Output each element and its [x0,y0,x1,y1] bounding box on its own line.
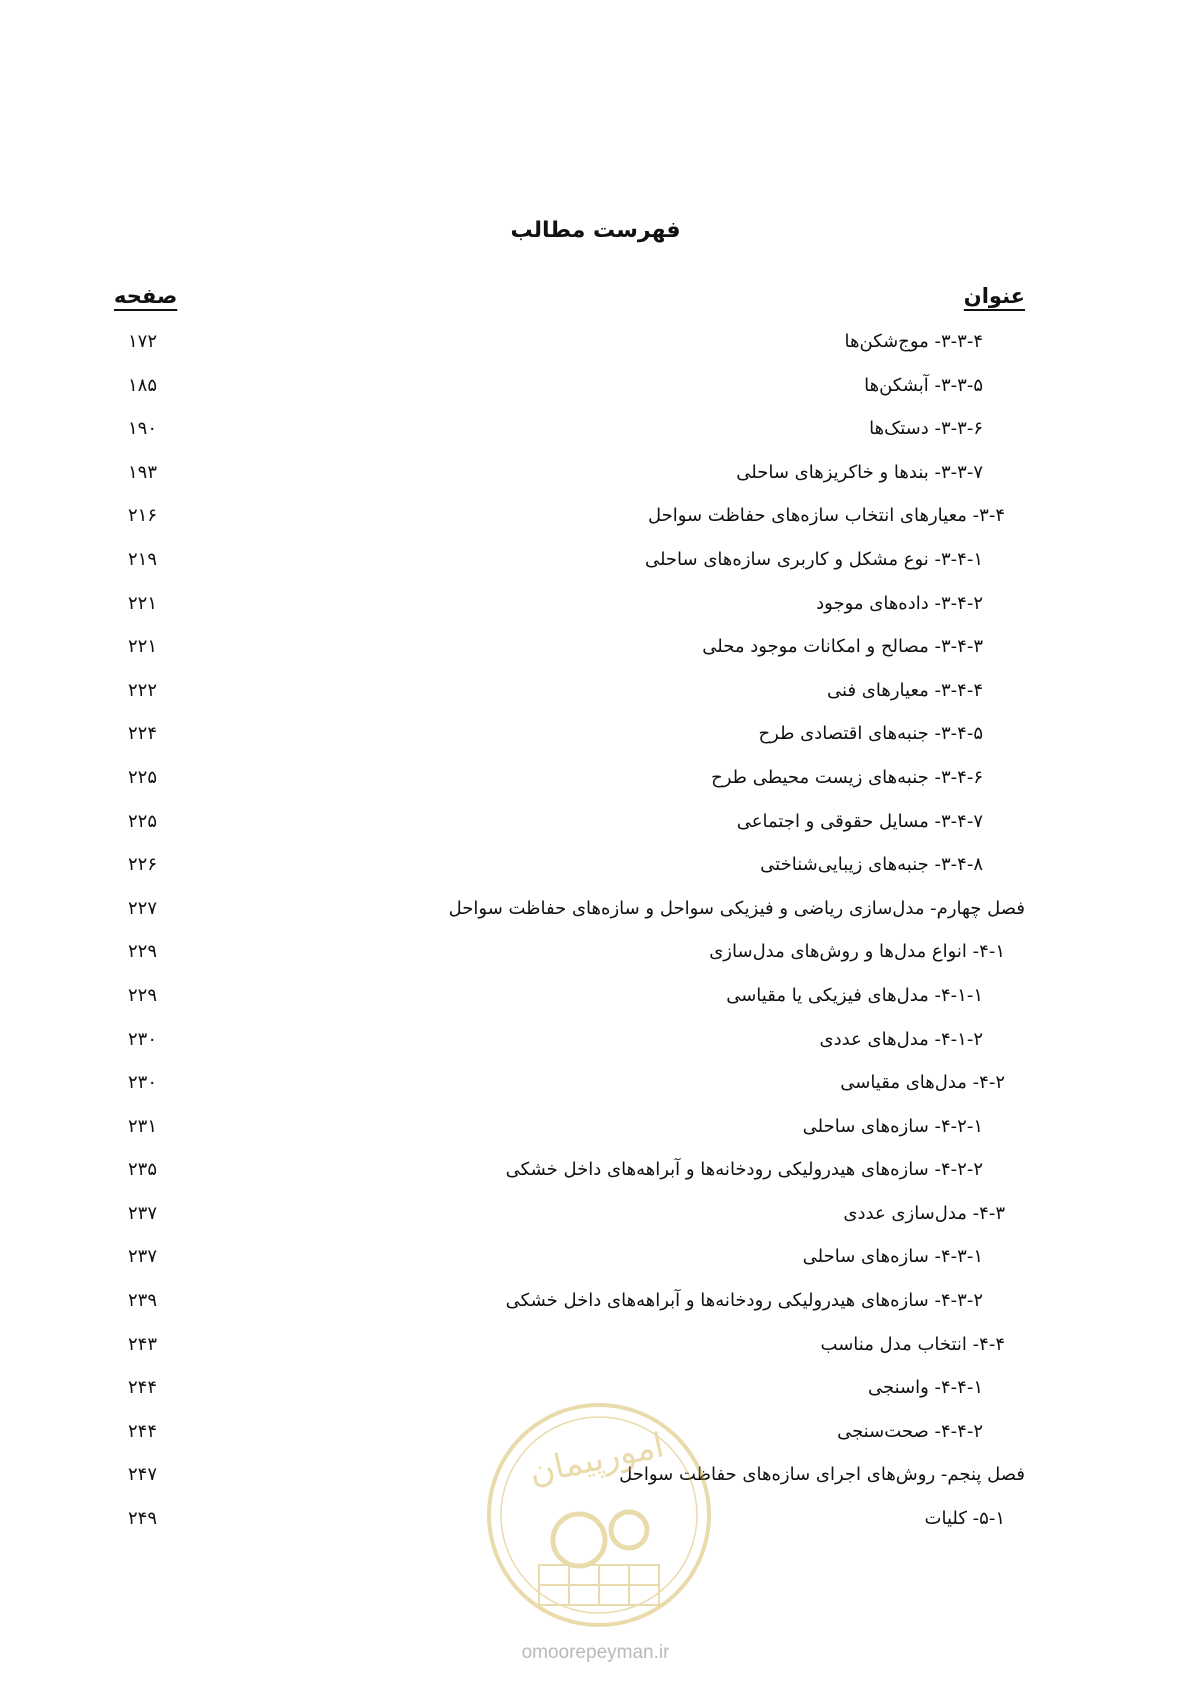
watermark-logo-text: امورپیمان [525,1425,668,1493]
toc-entry-title: ۳-۳-۷- بندها و خاکریزهای ساحلی [736,461,983,483]
toc-entry-title: ۳-۳-۴- موج‌شکن‌ها [844,331,983,352]
toc-entry-page: ۱۹۳ [128,461,158,483]
toc-entry-title: ۳-۴-۴- معیارهای فنی [827,679,983,701]
toc-entry-title: ۳-۴-۸- جنبه‌های زیبایی‌شناختی [760,854,983,876]
toc-entry-title: ۴-۴-۲- صحت‌سنجی [837,1420,983,1442]
toc-entry-page: ۲۳۹ [128,1290,158,1312]
toc-row[interactable] [110,717,1025,761]
grid-icon [539,1565,659,1605]
toc-row[interactable] [110,456,1025,500]
toc-entry-page: ۲۲۲ [128,679,158,701]
toc-row[interactable] [110,1240,1025,1284]
gear-icon [553,1512,647,1566]
toc-entry-title: ۳-۳-۶- دستک‌ها [869,418,983,440]
toc-row[interactable] [110,805,1025,849]
toc-entry-title: ۳-۳-۵- آبشکن‌ها [864,374,983,396]
toc-row[interactable] [110,848,1025,892]
page-column-header: صفحه [114,284,178,308]
toc-entry-page: ۲۳۷ [128,1202,158,1224]
toc-entry-page: ۲۳۵ [128,1159,158,1181]
toc-entry-page: ۲۴۷ [128,1464,158,1486]
toc-entry-title: ۴-۲-۲- سازه‌های هیدرولیکی رودخانه‌ها و آبراهه‌های داخل خشکی [505,1159,983,1181]
toc-entry-page: ۲۱۹ [128,548,158,570]
toc-entry-title: ۳-۴-۶- جنبه‌های زیست محیطی طرح [711,766,983,788]
toc-row[interactable] [110,499,1025,543]
toc-entry-title: ۴-۴-۱- واسنجی [867,1377,983,1399]
toc-entry-page: ۱۸۵ [128,374,158,396]
toc-entry-page: ۲۴۴ [128,1377,158,1399]
toc-entry-page: ۲۳۷ [128,1246,158,1268]
toc-entry-page: ۱۹۰ [128,418,158,440]
toc-entry-title: فصل چهارم- مدل‌سازی ریاضی و فیزیکی سواحل و سازه‌های حفاظت سواحل [448,897,1025,919]
toc-row[interactable] [110,674,1025,718]
toc-row[interactable] [110,1023,1025,1067]
toc-entry-page: ۲۲۵ [128,766,158,788]
toc-row[interactable] [110,587,1025,631]
toc-entry-title: ۴-۱-۱- مدل‌های فیزیکی یا مقیاسی [726,984,983,1006]
toc-row[interactable] [110,1110,1025,1154]
toc-row[interactable] [110,325,1025,369]
toc-entry-page: ۲۲۱ [128,592,158,614]
toc-entry-title: ۳-۴- معیارهای انتخاب سازه‌های حفاظت سواحل [647,505,1005,527]
toc-row[interactable] [110,892,1025,936]
toc-entry-page: ۲۲۱ [128,636,158,658]
toc-entry-page: ۲۱۶ [128,505,158,527]
toc-row[interactable] [110,935,1025,979]
toc-entry-title: ۳-۴-۷- مسایل حقوقی و اجتماعی [736,810,983,832]
toc-entry-title: ۳-۴-۲- داده‌های موجود [816,592,983,614]
toc-row[interactable] [110,979,1025,1023]
toc-entry-title: ۴-۱-۲- مدل‌های عددی [819,1028,983,1050]
toc-entry-title: ۴-۳-۲- سازه‌های هیدرولیکی رودخانه‌ها و آبراهه‌های داخل خشکی [505,1290,983,1312]
toc-entry-page: ۲۳۰ [128,1028,158,1050]
toc-row[interactable] [110,1328,1025,1372]
toc-row[interactable] [110,630,1025,674]
toc-entry-title: ۳-۴-۵- جنبه‌های اقتصادی طرح [758,723,983,745]
toc-entry-title: ۳-۴-۳- مصالح و امکانات موجود محلی [702,636,983,658]
toc-entry-title: ۴-۴- انتخاب مدل مناسب [820,1333,1005,1355]
watermark-url: omoorepeyman.ir [521,1642,670,1663]
toc-entry-title: ۴-۳-۱- سازه‌های ساحلی [802,1246,983,1268]
toc-row[interactable] [110,1066,1025,1110]
toc-entry-page: ۲۴۳ [128,1333,158,1355]
toc-entry-title: ۴-۲- مدل‌های مقیاسی [840,1072,1005,1094]
toc-entry-page: ۲۲۹ [128,984,158,1006]
toc-entry-title: ۴-۳- مدل‌سازی عددی [843,1202,1005,1224]
toc-entry-title: ۴-۲-۱- سازه‌های ساحلی [802,1115,983,1137]
toc-row[interactable] [110,543,1025,587]
toc-entry-page: ۲۴۹ [128,1508,158,1530]
toc-row[interactable] [110,412,1025,456]
toc-row[interactable] [110,1153,1025,1197]
toc-row[interactable] [110,369,1025,413]
toc-row[interactable] [110,1197,1025,1241]
title-column-header: عنوان [963,284,1025,308]
watermark-logo [484,1400,714,1630]
toc-entry-page: ۲۳۰ [128,1072,158,1094]
toc-entry-page: ۲۳۱ [128,1115,158,1137]
toc-entry-page: ۲۴۴ [128,1420,158,1442]
toc-entry-page: ۲۲۴ [128,723,158,745]
toc-entry-title: فصل پنجم- روش‌های اجرای سازه‌های حفاظت سواحل [619,1464,1025,1486]
toc-entry-title: ۴-۱- انواع مدل‌ها و روش‌های مدل‌سازی [709,941,1005,963]
toc-row[interactable] [110,761,1025,805]
toc-entry-title: ۵-۱- کلیات [924,1508,1005,1530]
table-of-contents [110,325,1025,1546]
toc-entry-page: ۲۲۵ [128,810,158,832]
toc-entry-page: ۲۲۹ [128,941,158,963]
toc-entry-page: ۱۷۲ [128,331,158,352]
toc-entry-page: ۲۲۶ [128,854,158,876]
page-title: فهرست مطالب [510,218,681,243]
toc-entry-page: ۲۲۷ [128,897,158,919]
toc-row[interactable] [110,1284,1025,1328]
toc-entry-title: ۳-۴-۱- نوع مشکل و کاربری سازه‌های ساحلی [644,548,983,570]
